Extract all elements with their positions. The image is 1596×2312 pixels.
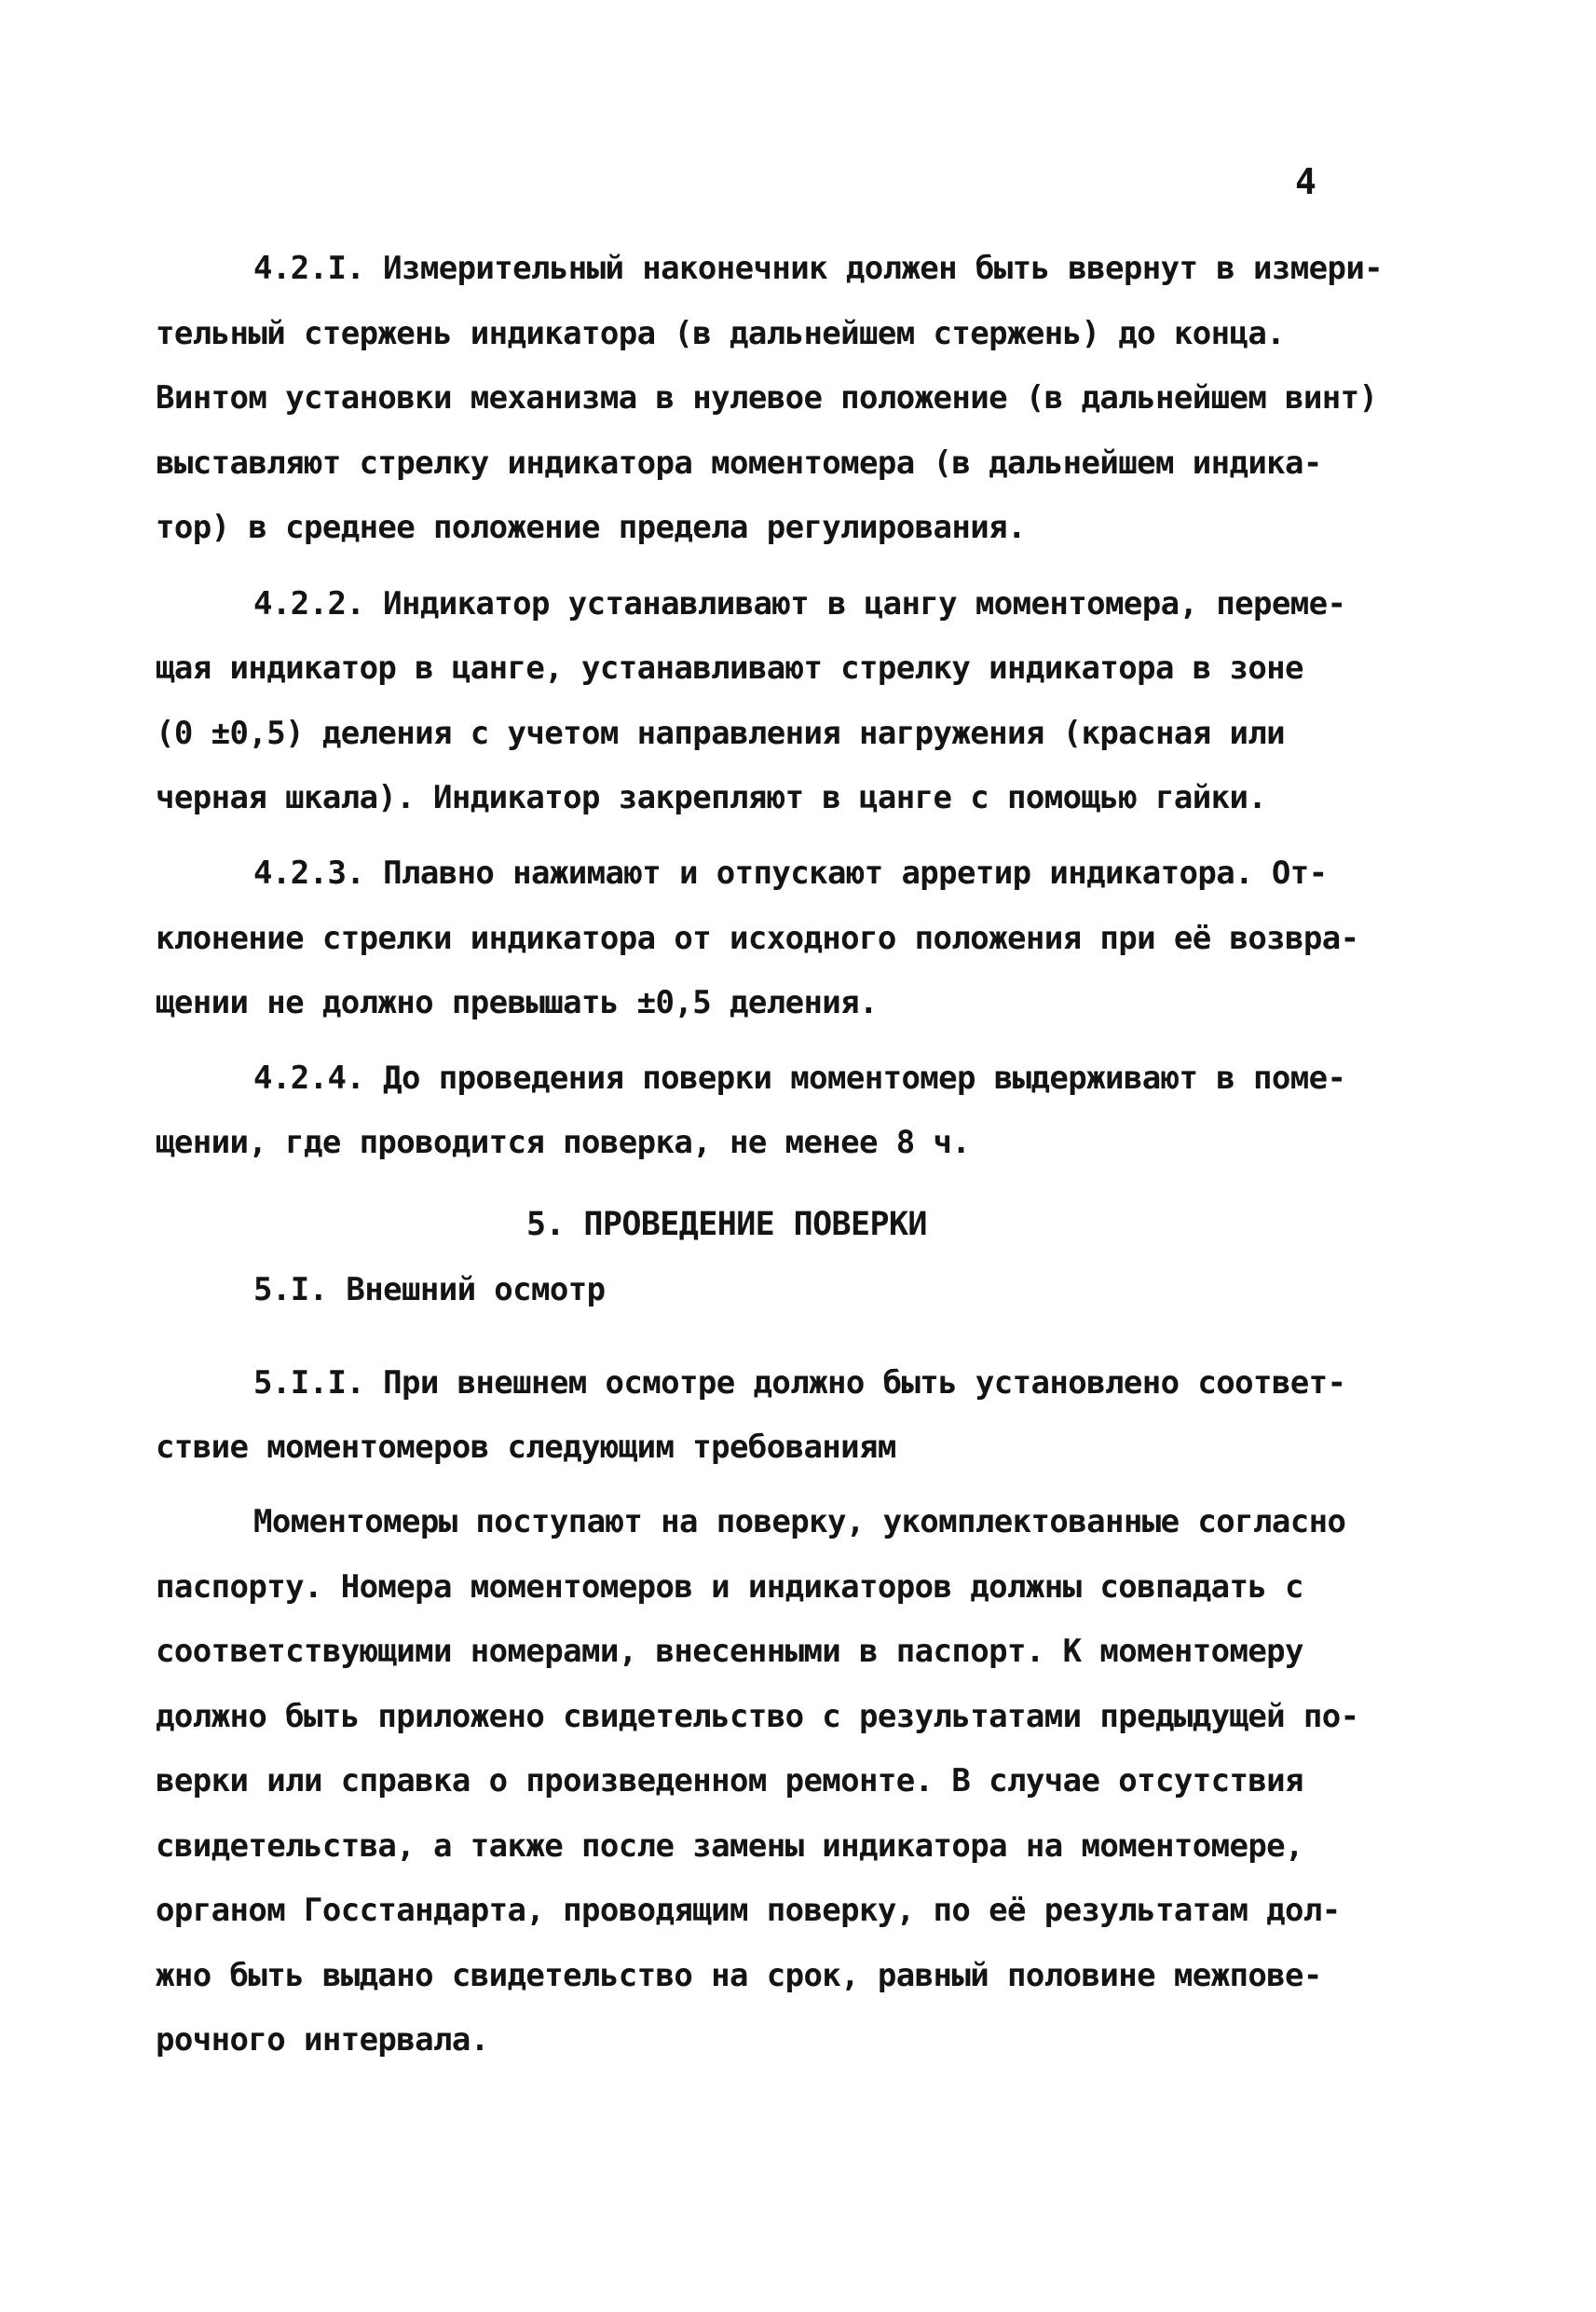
text-line: верки или справка о произведенном ремонте. В случае отсутствия [156,1762,1303,1799]
text-line-5-1-1-start: 5.I.I. При внешнем осмотре должно быть установлено соответ- [253,1364,1346,1402]
page-number: 4 [1295,161,1316,202]
text-line: щая индикатор в цанге, устанавливают стрелку индикатора в зоне [156,650,1303,687]
text-line: Винтом установки механизма в нулевое положение (в дальнейшем винт) [156,379,1378,417]
text-line: (0 ±0,5) деления с учетом направления нагружения (красная или [156,715,1286,752]
section-heading: 5. ПРОВЕДЕНИЕ ПОВЕРКИ [526,1206,927,1243]
subsection-heading: 5.I. Внешний осмотр [253,1271,606,1308]
text-line: тельный стержень индикатора (в дальнейшем стержень) до конца. [156,315,1286,352]
text-line: соответствующими номерами, внесенными в паспорт. К моментомеру [156,1633,1303,1670]
text-line-4-2-3-start: 4.2.3. Плавно нажимают и отпускают арретир индикатора. От- [253,855,1328,892]
text-line-4-2-4-start: 4.2.4. До проведения поверки моментомер выдерживают в поме- [253,1060,1346,1097]
text-line-4-2-1-start: 4.2.I. Измерительный наконечник должен быть ввернут в измери- [253,250,1384,287]
text-line: рочного интервала. [156,2021,489,2059]
text-line: черная шкала). Индикатор закрепляют в цанге с помощью гайки. [156,779,1267,816]
text-line: тор) в среднее положение предела регулирования. [156,509,1026,546]
text-line: органом Госстандарта, проводящим поверку, по её результатам дол- [156,1892,1341,1929]
text-line: щении, где проводится поверка, не менее 8 ч. [156,1124,971,1161]
text-line-4-2-2-start: 4.2.2. Индикатор устанавливают в цангу моментомера, переме- [253,585,1346,622]
text-line: свидетельства, а также после замены индикатора на моментомере, [156,1827,1303,1865]
text-line: паспорту. Номера моментомеров и индикаторов должны совпадать с [156,1568,1303,1606]
text-line: выставляют стрелку индикатора моментомера (в дальнейшем индика- [156,445,1322,482]
text-line: жно быть выдано свидетельство на срок, равный половине межпове- [156,1957,1322,1994]
text-line-paragraph-start: Моментомеры поступают на поверку, укомплектованные согласно [253,1503,1346,1540]
text-line: щении не должно превышать ±0,5 деления. [156,984,878,1021]
text-line: должно быть приложено свидетельство с результатами предыдущей по- [156,1698,1359,1735]
text-line: ствие моментомеров следующим требованиям [156,1429,896,1466]
text-line: клонение стрелки индикатора от исходного положения при её возвра- [156,920,1359,957]
